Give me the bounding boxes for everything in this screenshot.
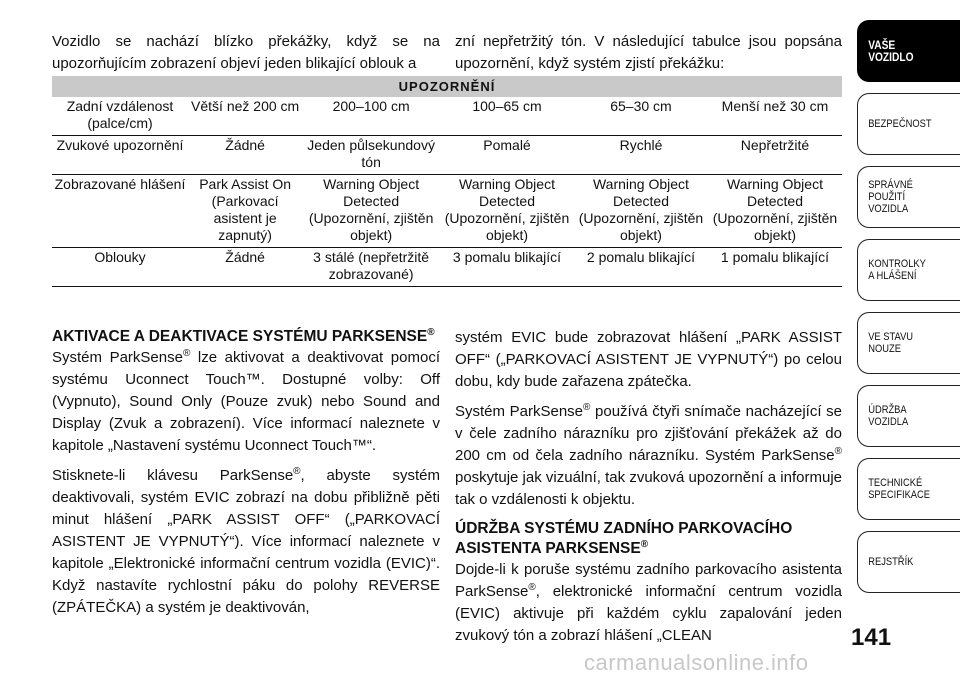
paragraph: Systém ParkSense® lze aktivovat a deaktivovat pomocí systému Uconnect Touch™. Dostupné volby: Off (Vypnuto), Sound Only (Pouze zvuk) nebo Sound and Display (Zvuk a zobrazení). Více informací naleznete v kapitole „Nastavení systému Uconnect Touch™“.: [52, 348, 440, 454]
table-cell: Zvukové upozornění: [52, 136, 188, 175]
table-cell: Rychlé: [574, 136, 708, 175]
table-cell: Nepřetržité: [708, 136, 842, 175]
table-cell: Žádné: [188, 136, 302, 175]
intro-text-left: [52, 31, 440, 75]
paragraph: systém EVIC bude zobrazovat hlášení „PARK ASSIST OFF“ („PARKOVACÍ ASISTENT JE VYPNUTÝ“) po celou dobu, kdy bude zařazena zpátečka.: [455, 329, 842, 390]
tab-rejstrik[interactable]: REJSTŘÍK: [857, 531, 960, 593]
watermark: carmanualsonline.info: [584, 650, 809, 675]
tab-kontrolky[interactable]: KONTROLKY A HLÁŠENÍ: [857, 239, 960, 301]
table-cell: Zobrazované hlášení: [52, 175, 188, 248]
left-column: [52, 327, 440, 619]
paragraph: Stisknete-li klávesu ParkSense®, abyste systém deaktivovali, systém EVIC zobrazí na dobu přibližně pěti minut hlášení „PARK ASSIST OFF“ („PARKOVACÍ ASISTENT JE VYPNUTÝ“). Více informací naleznete v kapitole „Elektronické informační centrum vozidla (EVIC)“. Když nastavíte rychlostní páku do polohy REVERSE (ZPÁTEČKA) a systém je deaktivován,: [52, 466, 440, 616]
paragraph: Vozidlo se nachází blízko překážky, když se na upozorňujícím zobrazení objeví jeden blikající oblouk a: [52, 33, 440, 72]
table-cell: Žádné: [188, 248, 302, 287]
section-heading-activation: AKTIVACE A DEAKTIVACE SYSTÉMU PARKSENSE®: [52, 326, 435, 345]
table-row: [52, 175, 842, 248]
tab-spravne-pouziti[interactable]: SPRÁVNÉ POUŽITÍ VOZIDLA: [857, 166, 960, 228]
paragraph: Dojde-li k poruše systému zadního parkovacího asistenta ParkSense®, elektronické informační centrum vozidla (EVIC) aktivuje při každém cyklu zapalování jeden zvukový tón a zobrazí hlášení „CLEAN: [455, 561, 842, 644]
section-heading-maintenance: ÚDRŽBA SYSTÉMU ZADNÍHO PARKOVACÍHO ASISTENTA PARKSENSE®: [455, 520, 793, 557]
table-cell: 200–100 cm: [302, 97, 440, 136]
table-row: [52, 248, 842, 287]
table-cell: Zadní vzdálenost (palce/cm): [52, 97, 188, 136]
table-cell: Menší než 30 cm: [708, 97, 842, 136]
table-cell: Oblouky: [52, 248, 188, 287]
table-row: [52, 136, 842, 175]
table-cell: Větší než 200 cm: [188, 97, 302, 136]
table-cell: 100–65 cm: [440, 97, 574, 136]
paragraph: Systém ParkSense® používá čtyři snímače nacházející se v čele zadního nárazníku pro zjišťování překážek až do 200 cm od čela zadního nárazníku. Systém ParkSense® poskytuje jak vizuální, tak zvuková upozornění a informuje tak o vzdálenosti k objektu.: [455, 402, 842, 508]
table-cell: 65–30 cm: [574, 97, 708, 136]
table-cell: 3 pomalu blikající: [440, 248, 574, 287]
intro-text-right: [455, 31, 842, 75]
table-cell: Warning Object Detected (Upozornění, zjištěn objekt): [574, 175, 708, 248]
table-cell: Jeden půlsekundový tón: [302, 136, 440, 175]
tab-ve-stavu-nouze[interactable]: VE STAVU NOUZE: [857, 312, 960, 374]
paragraph: zní nepřetržitý tón. V následující tabulce jsou popsána upozornění, když systém zjistí překážku:: [455, 33, 842, 72]
table-cell: 3 stálé (nepřetržitě zobrazované): [302, 248, 440, 287]
table-cell: 2 pomalu blikající: [574, 248, 708, 287]
table-cell: Pomalé: [440, 136, 574, 175]
tab-vase-vozidlo[interactable]: VAŠE VOZIDLO: [857, 20, 960, 82]
tab-udrzba[interactable]: ÚDRŽBA VOZIDLA: [857, 385, 960, 447]
table-header-row: [52, 97, 842, 136]
right-column: [455, 327, 842, 647]
table-title: UPOZORNĚNÍ: [52, 76, 842, 97]
table-cell: Warning Object Detected (Upozornění, zjištěn objekt): [440, 175, 574, 248]
table-cell: 1 pomalu blikající: [708, 248, 842, 287]
warnings-table: [52, 76, 842, 287]
table-cell: Warning Object Detected (Upozornění, zjištěn objekt): [302, 175, 440, 248]
page-number: 141: [851, 624, 892, 651]
chapter-tabs: [857, 20, 960, 604]
table-cell: Warning Object Detected (Upozornění, zjištěn objekt): [708, 175, 842, 248]
table-cell: Park Assist On (Parkovací asistent je zapnutý): [188, 175, 302, 248]
tab-technicke-specifikace[interactable]: TECHNICKÉ SPECIFIKACE: [857, 458, 960, 520]
tab-bezpecnost[interactable]: BEZPEČNOST: [857, 93, 960, 155]
